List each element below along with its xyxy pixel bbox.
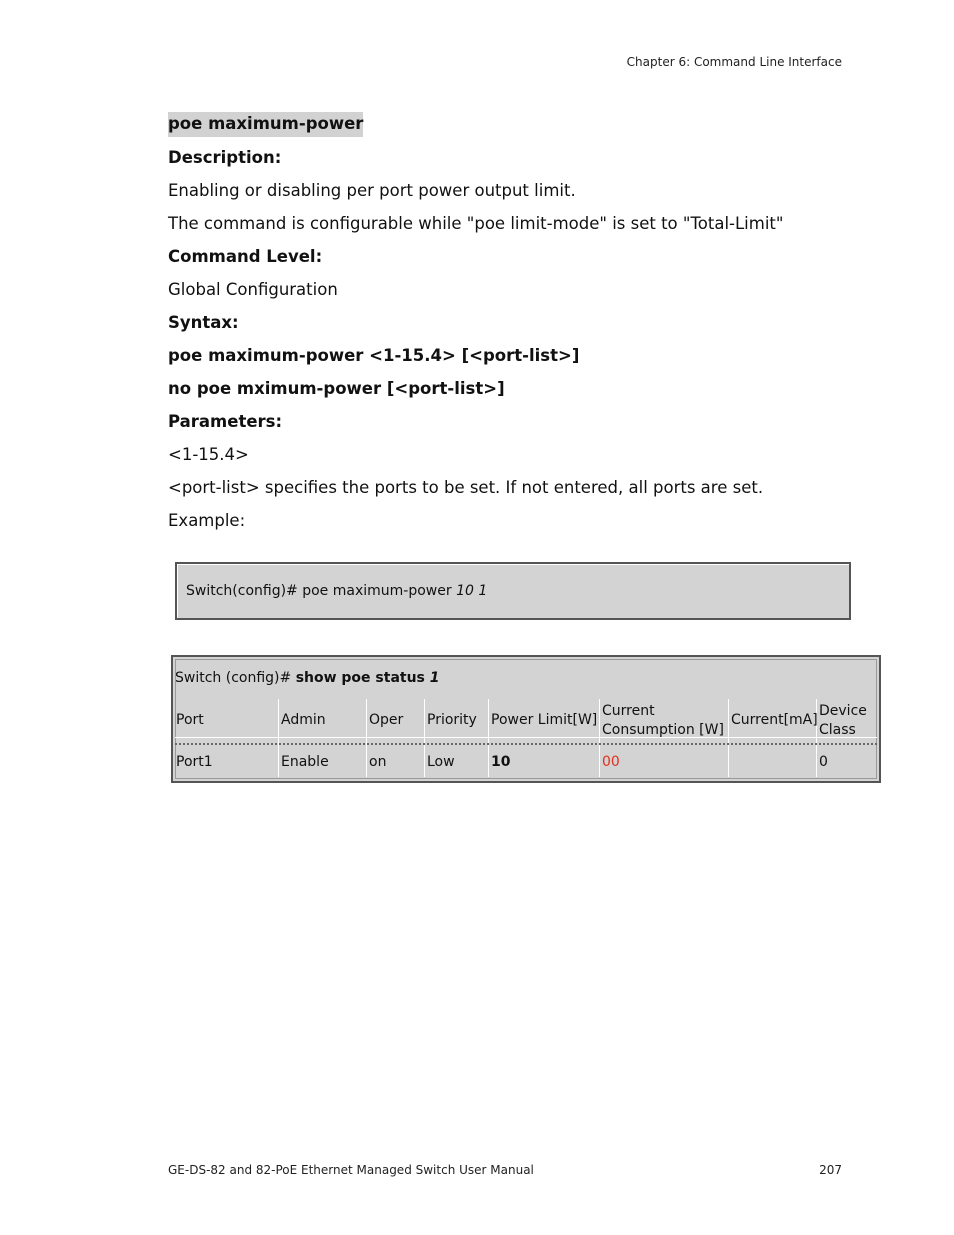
example-1-args: 10 1 [456,583,488,599]
col-header-current-consumption: Current Consumption [W] [602,703,724,738]
description-line-2: The command is configurable while "poe limit-mode" is set to "Total-Limit" [168,214,784,233]
col-header-port: Port [176,712,204,728]
col-header-device-class: Device Class [819,703,867,738]
example-heading: Example: [168,511,246,530]
parameters-heading: Parameters: [168,412,283,431]
parameter-port-list: <port-list> specifies the ports to be set. If not entered, all ports are set. [168,478,764,497]
col-header-priority: Priority [427,712,477,728]
col-header-current-ma: Current[mA] [731,712,818,728]
col-sep [599,699,600,777]
example-box-1 [175,562,851,620]
parameter-range: <1-15.4> [168,445,249,464]
col-sep [728,699,729,777]
example-2-arg: 1 [429,670,440,686]
description-line-1: Enabling or disabling per port power output limit. [168,181,576,200]
col-sep [278,699,279,777]
col-sep [488,699,489,777]
section-content [168,112,868,531]
col-sep [424,699,425,777]
example-2-command-line [175,670,440,686]
cell-oper: on [369,754,387,770]
col-header-admin: Admin [281,712,326,728]
cell-port: Port1 [176,754,213,770]
command-level-value: Global Configuration [168,280,338,299]
syntax-line-1: poe maximum-power <1-15.4> [<port-list>] [168,346,580,365]
col-header-oper: Oper [369,712,404,728]
footer-manual-title: GE-DS-82 and 82-PoE Ethernet Managed Switch User Manual [168,1163,534,1177]
example-box-2 [171,655,881,783]
syntax-line-2: no poe mximum-power [<port-list>] [168,379,505,398]
syntax-heading: Syntax: [168,313,239,332]
col-header-power-limit: Power Limit[W] [491,712,598,728]
cell-device-class: 0 [819,754,828,770]
command-level-heading: Command Level: [168,247,323,266]
footer-page-number: 207 [819,1163,842,1177]
cell-priority: Low [427,754,455,770]
example-2-prompt: Switch (config)# [175,670,296,686]
example-1-prompt: Switch(config)# poe maximum-power [186,583,457,599]
table-dashed-divider [175,743,877,745]
cell-admin: Enable [281,754,329,770]
chapter-header: Chapter 6: Command Line Interface [626,55,842,69]
header-underline [175,737,877,738]
example-2-command: show poe status [295,670,430,686]
cell-current-consumption: 00 [602,754,620,770]
col-sep [366,699,367,777]
description-heading: Description: [168,148,282,167]
cell-power-limit: 10 [491,754,511,770]
command-title: poe maximum-power [168,112,363,137]
example-1-line [186,583,487,599]
